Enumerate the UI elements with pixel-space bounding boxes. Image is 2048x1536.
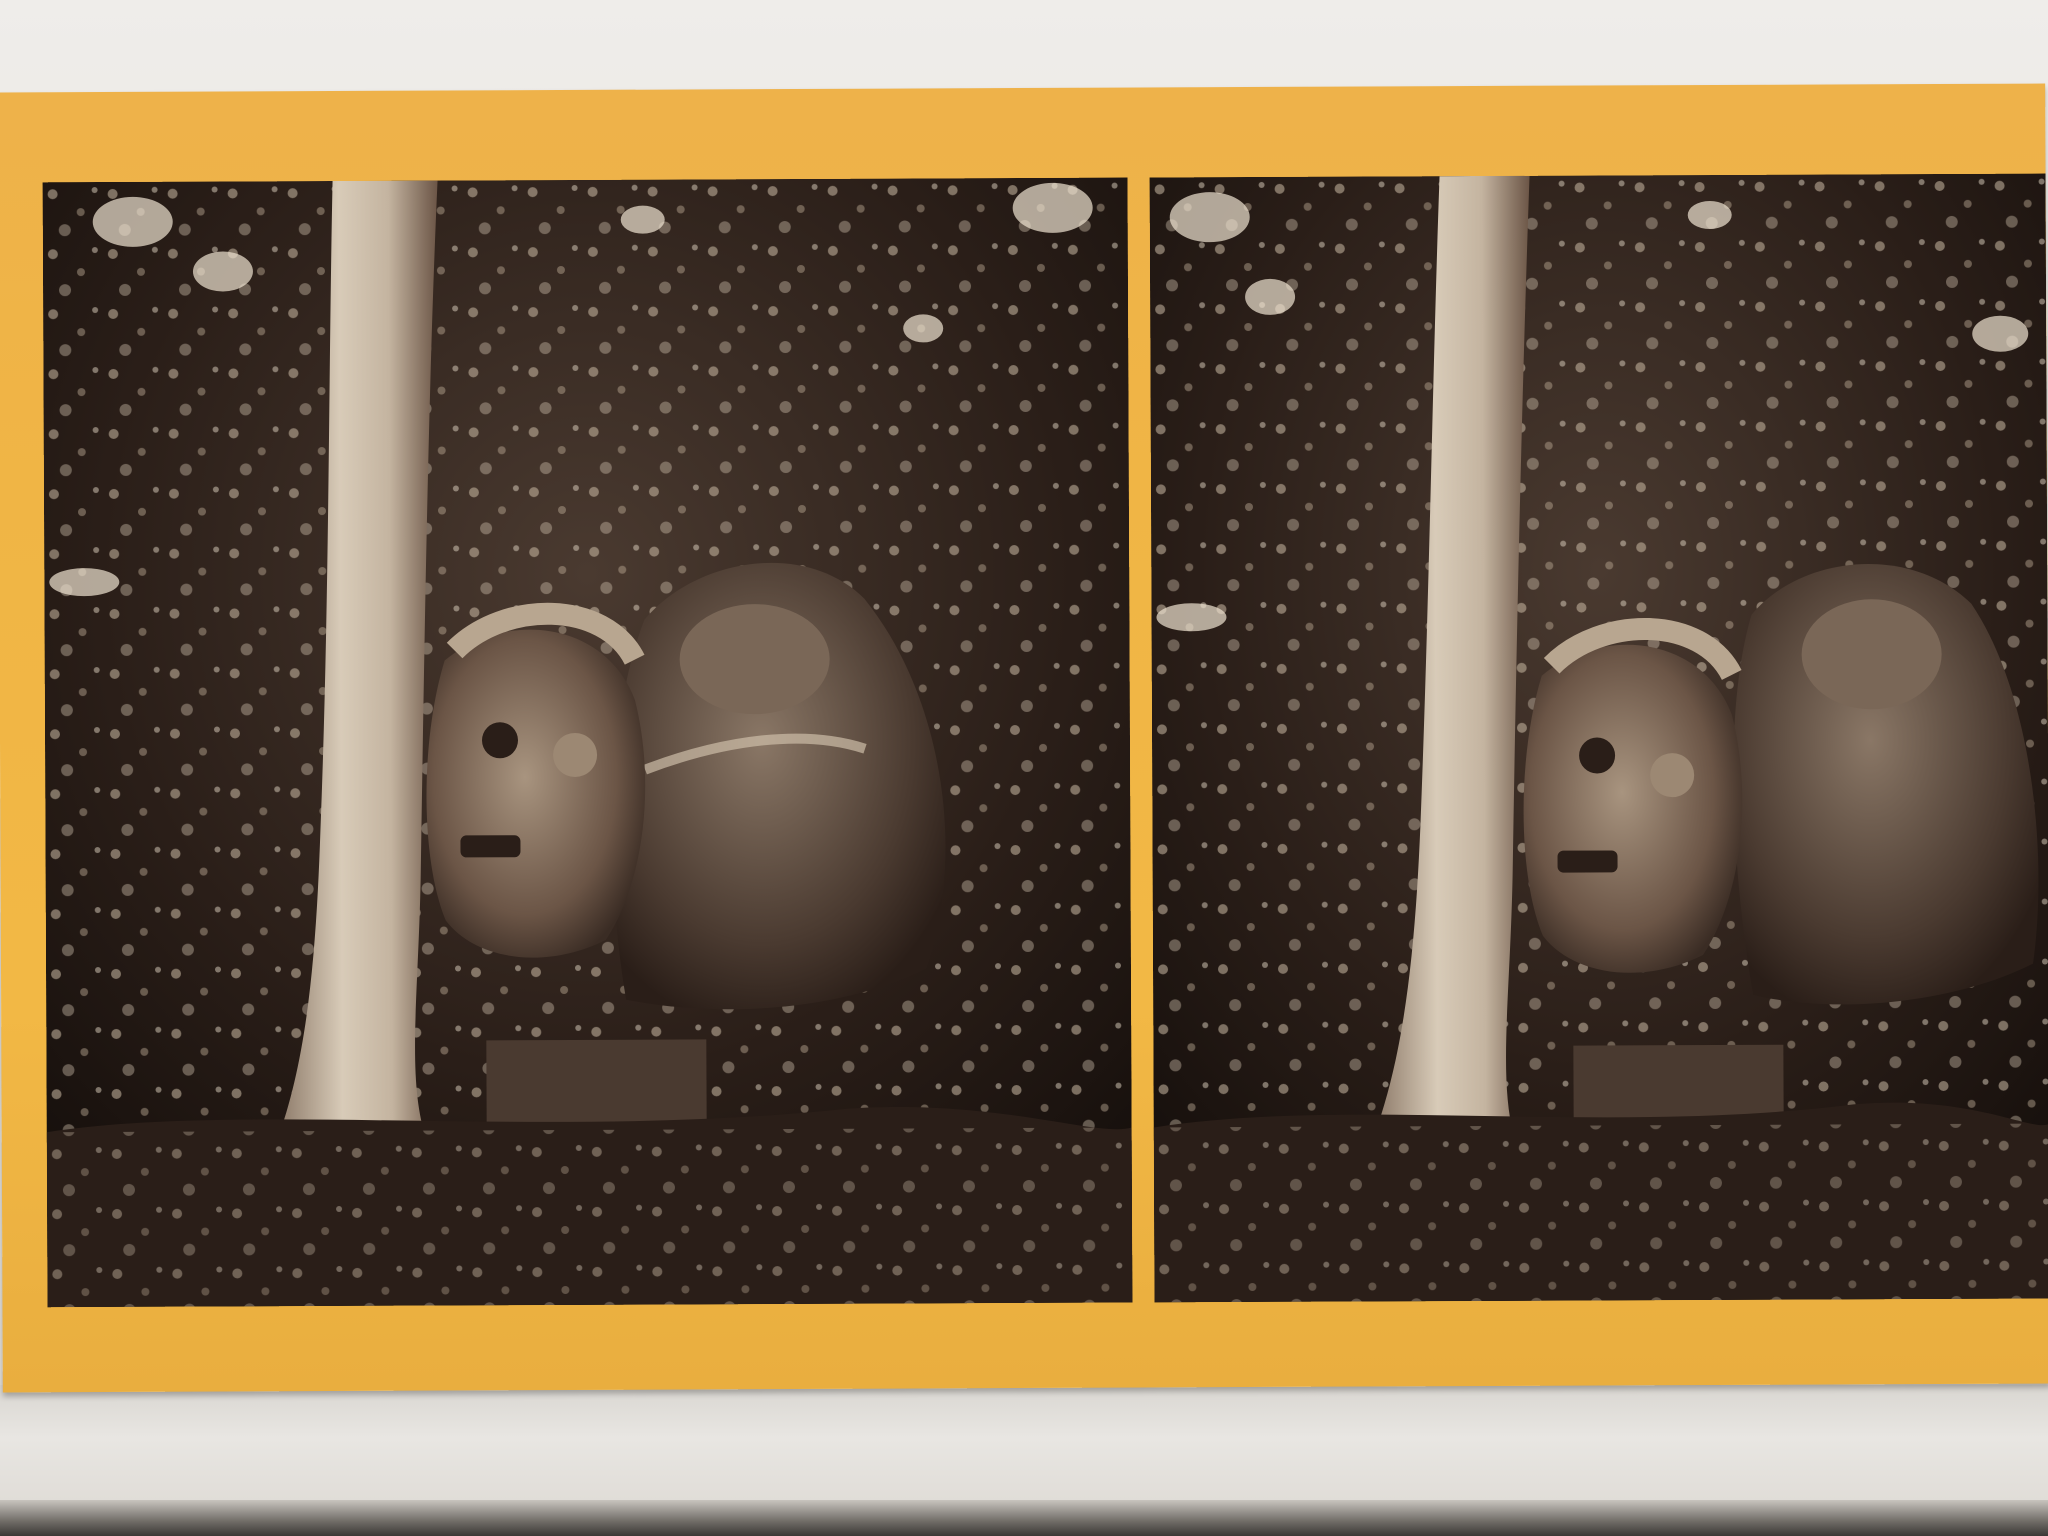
undergrowth-texture: [1154, 1124, 2048, 1303]
stereograph-card: [0, 84, 2048, 1393]
carved-head: [426, 629, 646, 958]
sculpture-eye: [679, 604, 829, 715]
sculpture-eye: [1801, 599, 1941, 710]
carved-head: [1523, 644, 1743, 973]
table-edge: [0, 1500, 2048, 1536]
left-photo-svg: [43, 178, 1133, 1308]
right-photograph: [1150, 174, 2048, 1303]
left-photograph: [43, 178, 1133, 1308]
right-photo-svg: [1150, 174, 2048, 1303]
undergrowth-texture: [47, 1128, 1133, 1308]
